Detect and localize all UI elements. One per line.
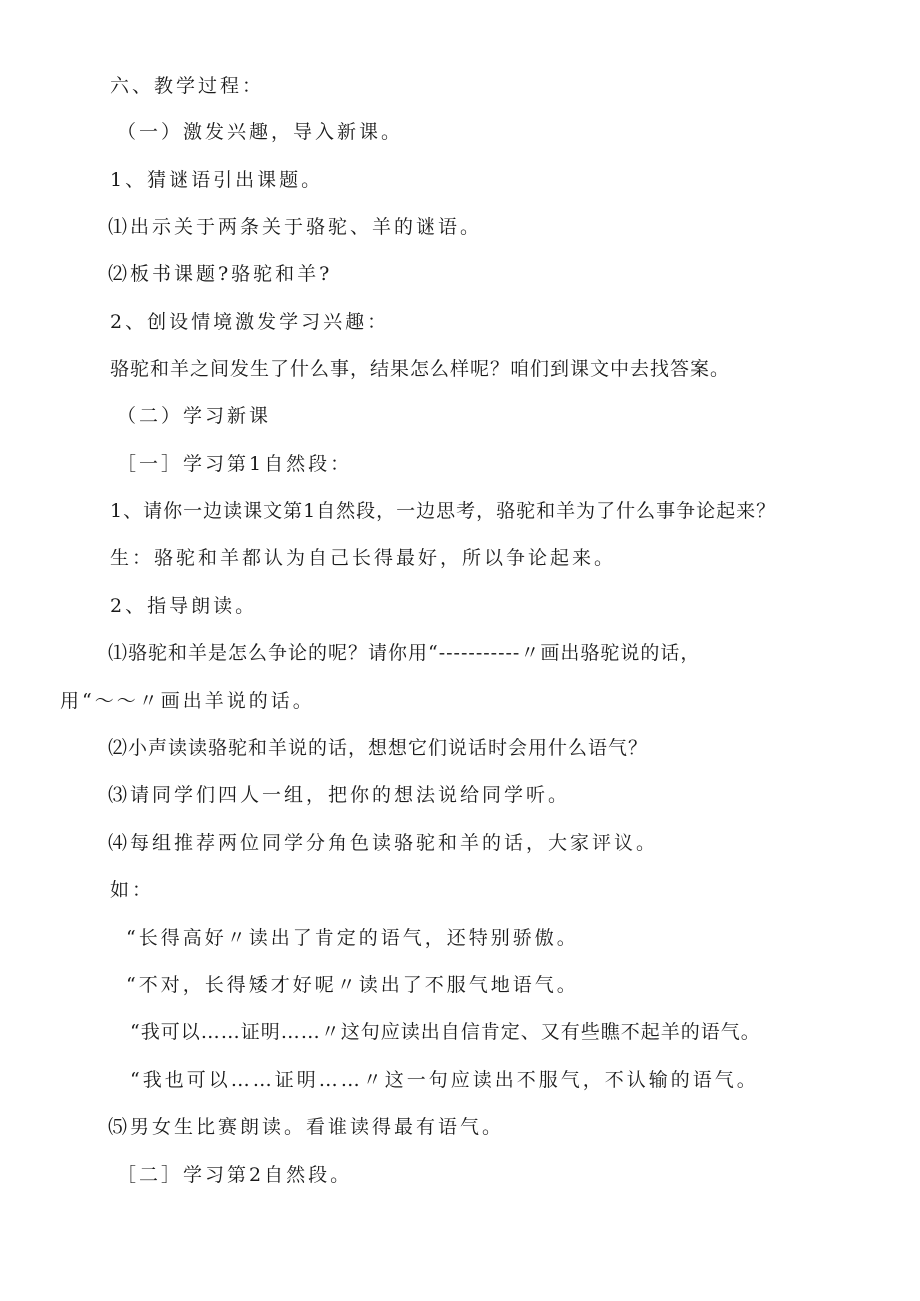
paragraph-question-intro: 骆驼和羊之间发生了什么事，结果怎么样呢？咱们到课文中去找答案。: [110, 358, 731, 380]
example-label: 如：: [110, 879, 155, 901]
example-quote-1: “长得高好〃读出了肯定的语气，还特别骄傲。: [126, 927, 579, 949]
example-quote-2: “不对，长得矮才好呢〃读出了不服气地语气。: [126, 974, 579, 996]
substep-board-title: ⑵板书课题?骆驼和羊?: [108, 263, 333, 285]
step-read-paragraph-1: 1、请你一边读课文第1自然段，一边思考，骆驼和羊为了什么事争论起来？: [110, 500, 777, 522]
substep-mark-sheep-words: 用“～～〃画出羊说的话。: [60, 690, 315, 712]
subsection-heading-new-lesson: （二）学习新课: [117, 405, 272, 427]
section-heading-teaching-process: 六、教学过程：: [110, 75, 265, 97]
substep-show-riddles: ⑴出示关于两条关于骆驼、羊的谜语。: [108, 216, 483, 238]
substep-role-reading: ⑷每组推荐两位同学分角色读骆驼和羊的话，大家评议。: [108, 832, 659, 854]
step-create-situation: 2、创设情境激发学习兴趣：: [110, 311, 390, 333]
substep-group-discussion: ⑶请同学们四人一组，把你的想法说给同学听。: [108, 784, 571, 806]
substep-read-quietly: ⑵小声读读骆驼和羊说的话，想想它们说话时会用什么语气？: [108, 737, 649, 759]
substep-mark-camel-words: ⑴骆驼和羊是怎么争论的呢？请你用“-----------〃画出骆驼说的话，: [108, 642, 701, 664]
subsection-heading-stimulate-interest: （一）激发兴趣，导入新课。: [117, 121, 404, 143]
step-riddle-intro: 1、猜谜语引出课题。: [110, 169, 324, 191]
example-quote-3: “我可以……证明……〃这句应读出自信肯定、又有些瞧不起羊的语气。: [130, 1021, 761, 1043]
step-guided-reading: 2、指导朗读。: [110, 595, 258, 617]
part-heading-paragraph-1: ［一］学习第1自然段：: [117, 453, 353, 475]
student-answer: 生：骆驼和羊都认为自己长得最好，所以争论起来。: [110, 547, 617, 569]
part-heading-paragraph-2: ［二］学习第2自然段。: [117, 1164, 353, 1186]
substep-reading-contest: ⑸男女生比赛朗读。看谁读得最有语气。: [108, 1116, 505, 1138]
example-quote-4: “我也可以……证明……〃这一句应读出不服气，不认输的语气。: [130, 1069, 759, 1091]
